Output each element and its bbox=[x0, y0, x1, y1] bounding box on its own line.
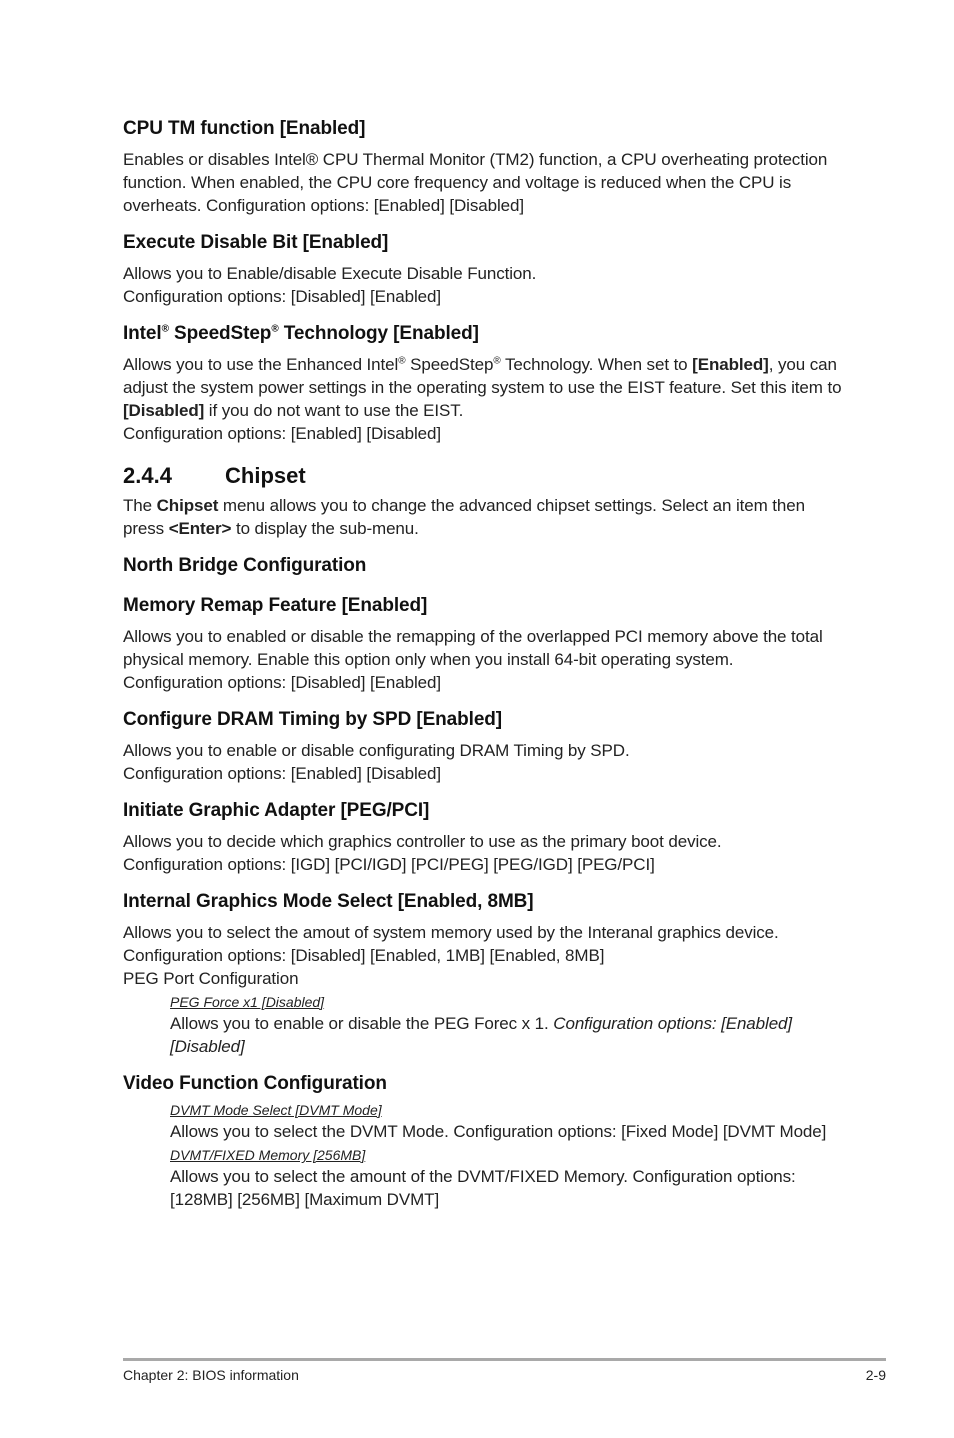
memory-remap-config: Configuration options: [Disabled] [Enabled] bbox=[123, 673, 441, 692]
speedstep-body-part: if you do not want to use the EIST. bbox=[204, 401, 464, 420]
speedstep-body-part: Allows you to use the Enhanced Intel bbox=[123, 355, 399, 374]
memory-remap-body bbox=[123, 625, 843, 694]
execute-disable-line1: Allows you to Enable/disable Execute Disable Function. bbox=[123, 264, 537, 283]
execute-disable-config: Configuration options: [Disabled] [Enabled] bbox=[123, 287, 441, 306]
manual-page-content bbox=[123, 116, 843, 1211]
registered-mark: ® bbox=[271, 323, 279, 335]
cpu-tm-heading: CPU TM function [Enabled] bbox=[123, 118, 366, 139]
speedstep-enabled-option: [Enabled] bbox=[692, 355, 769, 374]
peg-force-subheading: PEG Force x1 [Disabled] bbox=[170, 994, 325, 1010]
internal-graphics-text: Allows you to select the amout of system memory used by the Interanal graphics device. bbox=[123, 923, 779, 942]
dram-timing-body bbox=[123, 739, 843, 785]
internal-graphics-config: Configuration options: [Disabled] [Enabled, 1MB] [Enabled, 8MB] bbox=[123, 946, 605, 965]
speedstep-heading-part: Intel bbox=[123, 323, 162, 344]
dram-timing-heading: Configure DRAM Timing by SPD [Enabled] bbox=[123, 709, 503, 730]
dvmt-mode-body: Allows you to select the DVMT Mode. Configuration options: [Fixed Mode] [DVMT Mode] bbox=[170, 1122, 827, 1141]
registered-mark: ® bbox=[161, 323, 169, 335]
execute-disable-body bbox=[123, 262, 843, 308]
section-title: Chipset bbox=[225, 463, 306, 488]
speedstep-config: Configuration options: [Enabled] [Disabled] bbox=[123, 424, 441, 443]
dram-timing-config: Configuration options: [Enabled] [Disabled] bbox=[123, 764, 441, 783]
peg-force-text: Allows you to enable or disable the PEG Forec x 1. bbox=[170, 1014, 554, 1033]
speedstep-body-part: SpeedStep bbox=[405, 355, 494, 374]
graphic-adapter-heading: Initiate Graphic Adapter [PEG/PCI] bbox=[123, 800, 430, 821]
footer-chapter: Chapter 2: BIOS information bbox=[123, 1367, 299, 1383]
cpu-tm-body: Enables or disables Intel® CPU Thermal Monitor (TM2) function, a CPU overheating protection function. When enabled, the CPU core frequency and voltage is reduced when the CPU is overheats. Configuration options: [Enabled] [Disabled] bbox=[123, 150, 828, 215]
chipset-intro-part: The bbox=[123, 496, 157, 515]
peg-force-config: Configuration options: [Enabled] [Disabled] bbox=[170, 1014, 793, 1056]
dvmt-memory-body: Allows you to select the amount of the DVMT/FIXED Memory. Configuration options: [128MB] [256MB] [Maximum DVMT] bbox=[170, 1167, 796, 1209]
chipset-menu-name: Chipset bbox=[156, 496, 219, 515]
chipset-intro-part: to display the sub-menu. bbox=[231, 519, 419, 538]
chipset-intro bbox=[123, 494, 843, 540]
dram-timing-text: Allows you to enable or disable configurating DRAM Timing by SPD. bbox=[123, 741, 630, 760]
speedstep-heading-part: SpeedStep bbox=[168, 323, 272, 344]
registered-mark: ® bbox=[398, 355, 406, 367]
chipset-intro-part: menu allows you to change the advanced chipset settings. Select an item then press bbox=[123, 496, 805, 538]
video-function-heading: Video Function Configuration bbox=[123, 1073, 387, 1094]
speedstep-body-part: Technology. When set to bbox=[500, 355, 693, 374]
peg-port-config-label: PEG Port Configuration bbox=[123, 969, 299, 988]
speedstep-body bbox=[123, 353, 843, 445]
graphic-adapter-text: Allows you to decide which graphics controller to use as the primary boot device. bbox=[123, 832, 722, 851]
enter-key: <Enter> bbox=[168, 519, 232, 538]
memory-remap-heading: Memory Remap Feature [Enabled] bbox=[123, 595, 428, 616]
internal-graphics-body bbox=[123, 921, 843, 990]
registered-mark: ® bbox=[493, 355, 501, 367]
graphic-adapter-config: Configuration options: [IGD] [PCI/IGD] [PCI/PEG] [PEG/IGD] [PEG/PCI] bbox=[123, 855, 655, 874]
execute-disable-heading: Execute Disable Bit [Enabled] bbox=[123, 232, 389, 253]
memory-remap-text: Allows you to enabled or disable the remapping of the overlapped PCI memory above the total physical memory. Enable this option only when you install 64-bit operating system. bbox=[123, 627, 823, 669]
footer-page-number: 2-9 bbox=[865, 1367, 886, 1383]
chipset-section-title bbox=[123, 461, 843, 491]
graphic-adapter-body bbox=[123, 830, 843, 876]
internal-graphics-heading: Internal Graphics Mode Select [Enabled, 8MB] bbox=[123, 891, 534, 912]
speedstep-heading-part: Technology [Enabled] bbox=[278, 323, 479, 344]
speedstep-body-part: , you can adjust the system power settings in the operating system to use the EIST feature. Set this item to bbox=[123, 355, 842, 397]
speedstep-disabled-option: [Disabled] bbox=[123, 401, 205, 420]
dvmt-memory-subheading: DVMT/FIXED Memory [256MB] bbox=[170, 1147, 366, 1163]
north-bridge-heading: North Bridge Configuration bbox=[123, 555, 367, 576]
footer-divider bbox=[123, 1358, 886, 1361]
speedstep-heading bbox=[123, 321, 843, 347]
dvmt-mode-subheading: DVMT Mode Select [DVMT Mode] bbox=[170, 1102, 382, 1118]
section-number: 2.4.4 bbox=[123, 463, 172, 488]
peg-force-body bbox=[170, 1012, 843, 1058]
